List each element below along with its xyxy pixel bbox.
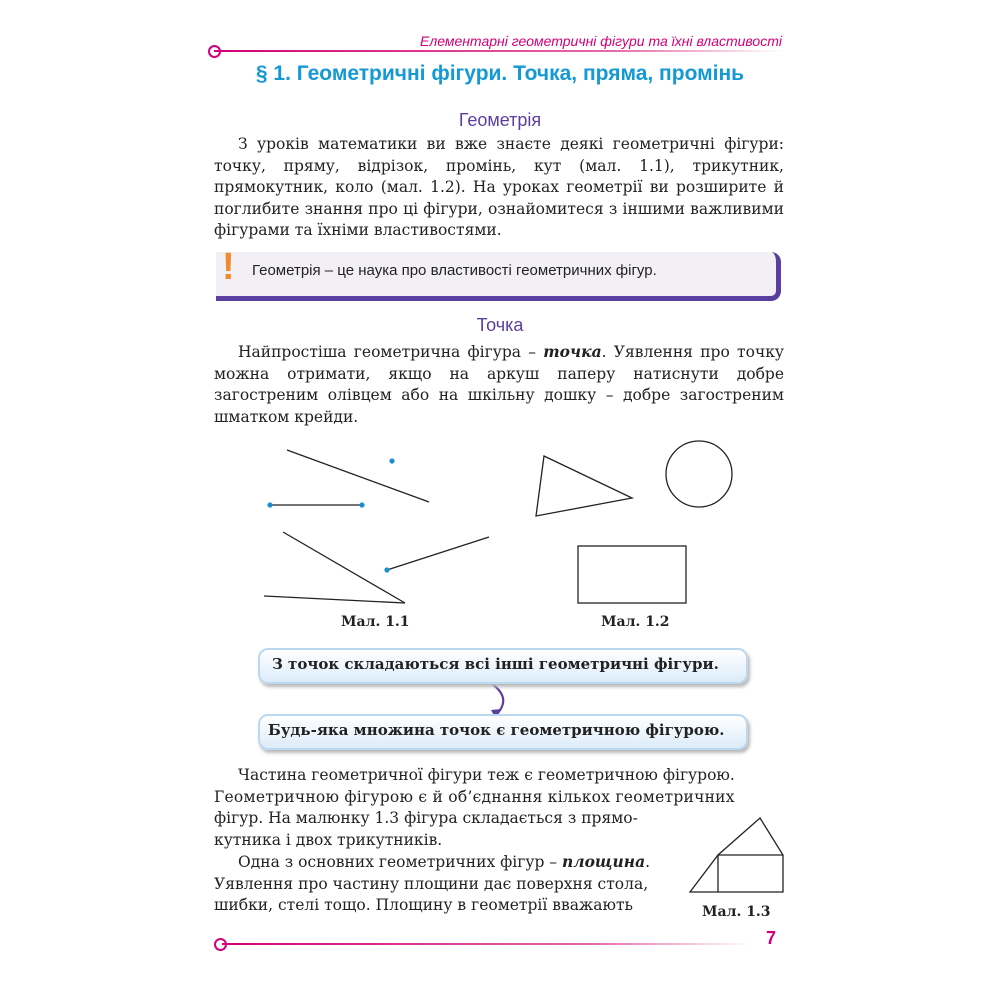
term-plane: площина: [561, 852, 646, 871]
callout-bottom-text: Будь-яка множина точок є геометричною фігурою.: [268, 721, 725, 739]
fig2-triangle: [536, 456, 632, 516]
figure-1-2-caption: Мал. 1.2: [601, 614, 670, 630]
definition-text: Геометрія – це наука про властивості геометричних фігур.: [252, 262, 657, 279]
fig1-ray: [387, 537, 489, 570]
fig1-segment-endpoint-right: [359, 502, 364, 507]
fig1-ray-origin: [384, 567, 389, 572]
page-title: § 1. Геометричні фігури. Точка, пряма, промінь: [255, 62, 745, 85]
point-paragraph-end: . Уявлення про точку можна отримати, якщо на аркуш паперу натиснути добре загостреним олівцем або на шкільну дошку – добре загостреним шматком крейди.: [214, 343, 784, 426]
term-point: точка: [543, 342, 602, 361]
fig1-line-long: [287, 450, 429, 502]
geometry-paragraph-text: З уроків математики ви вже знаєте деякі геометричні фігури: точку, пряму, відрізок, промінь, кут (мал. 1.1), трикутник, прямокутник, коло (мал. 1.2). На уроках геометрії ви розширите й поглибите знання про ці фігури, ознайомитеся з іншими важливими фігурами та їхніми властивостями.: [214, 135, 784, 239]
closing-line-2: Геометричною фігурою є й об’єднання кількох геометричних: [214, 787, 735, 806]
fig1-lone-point: [389, 458, 394, 463]
section-heading-geometry: Геометрія: [458, 110, 542, 130]
closing-line-5-start: Одна з основних геометричних фігур –: [238, 853, 562, 871]
closing-text: [214, 765, 784, 917]
closing-line-5: [214, 851, 784, 874]
callout-top-text: З точок складаються всі інші геометричні фігури.: [272, 655, 719, 673]
closing-line-3: фігур. На малюнку 1.3 фігура складається з прямо-: [214, 809, 638, 827]
running-title: Елементарні геометричні фігури та їхні властивості: [419, 33, 782, 49]
fig1-angle-ray-lower: [264, 596, 405, 603]
closing-line-1: Частина геометричної фігури теж є геометричною фігурою.: [238, 766, 735, 784]
section-heading-point: Точка: [476, 315, 524, 335]
closing-line-4: кутника і двох трикутників.: [214, 830, 443, 849]
closing-line-6: Уявлення про частину площини дає поверхня стола,: [214, 874, 649, 893]
page-number: 7: [766, 928, 777, 948]
footer-rule: [222, 943, 752, 945]
figure-1-1-caption: Мал. 1.1: [341, 614, 410, 630]
fig2-circle: [666, 441, 732, 507]
fig1-segment-endpoint-left: [267, 502, 272, 507]
closing-line-7: шибки, стелі тощо. Площину в геометрії вважають: [214, 896, 633, 914]
closing-line-5-end: .: [645, 853, 651, 871]
fig2-rectangle: [578, 546, 686, 603]
point-paragraph-start: Найпростіша геометрична фігура –: [238, 343, 544, 361]
exclamation-icon: !: [222, 246, 235, 288]
figure-1-3-caption: Мал. 1.3: [702, 904, 771, 920]
